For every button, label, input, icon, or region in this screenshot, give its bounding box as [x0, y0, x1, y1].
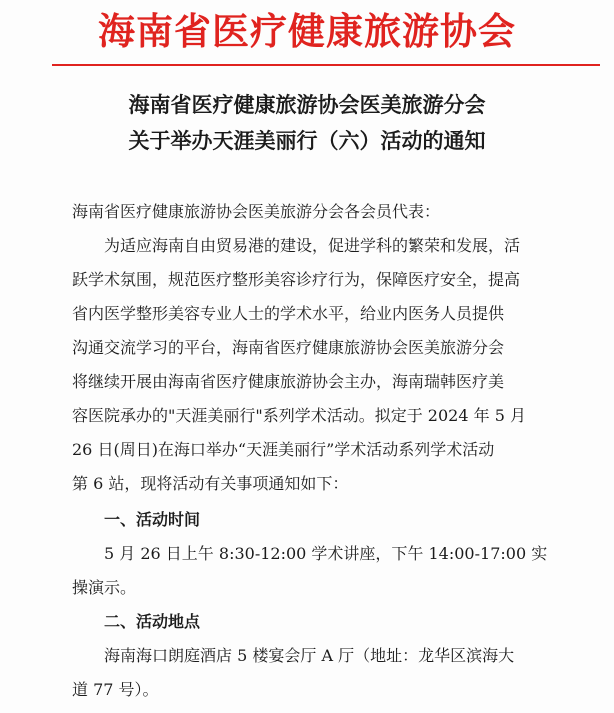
section-line: 5 月 26 日上午 8:30-12:00 学术讲座，下午 14:00-17:00 实 — [104, 544, 548, 563]
salutation: 海南省医疗健康旅游协会医美旅游分会各会员代表： — [72, 202, 441, 221]
document-title-line2: 关于举办天涯美丽行（六）活动的通知 — [128, 129, 486, 153]
paragraph-line: 省内医学整形美容专业人士的学术水平，给业内医务人员提供 — [72, 304, 505, 323]
section-heading-time: 一、活动时间 — [104, 510, 201, 529]
paragraph-line: 沟通交流学习的平台，海南省医疗健康旅游协会医美旅游分会 — [72, 338, 505, 357]
paragraph-line: 第 6 站，现将活动有关事项通知如下： — [72, 474, 349, 493]
paragraph-line: 将继续开展由海南省医疗健康旅游协会主办，海南瑞韩医疗美 — [72, 372, 505, 391]
paragraph-line: 为适应海南自由贸易港的建设，促进学科的繁荣和发展，活 — [104, 236, 521, 255]
paragraph-line: 跃学术氛围，规范医疗整形美容诊疗行为，保障医疗安全，提高 — [72, 270, 521, 289]
section-line: 操演示。 — [72, 578, 137, 597]
section-heading-location: 二、活动地点 — [104, 612, 201, 631]
letterhead-org-name: 海南省医疗健康旅游协会 — [98, 9, 516, 53]
section-line: 道 77 号）。 — [72, 680, 159, 699]
section-line: 海南海口朗庭酒店 5 楼宴会厅 A 厅（地址：龙华区滨海大 — [104, 646, 515, 665]
letterhead-red-rule — [52, 64, 600, 66]
document-title-line1: 海南省医疗健康旅游协会医美旅游分会 — [128, 93, 486, 117]
paragraph-line: 26 日(周日)在海口举办“天涯美丽行”学术活动系列学术活动 — [72, 440, 495, 459]
paragraph-line: 容医院承办的"天涯美丽行"系列学术活动。拟定于 2024 年 5 月 — [72, 406, 526, 425]
